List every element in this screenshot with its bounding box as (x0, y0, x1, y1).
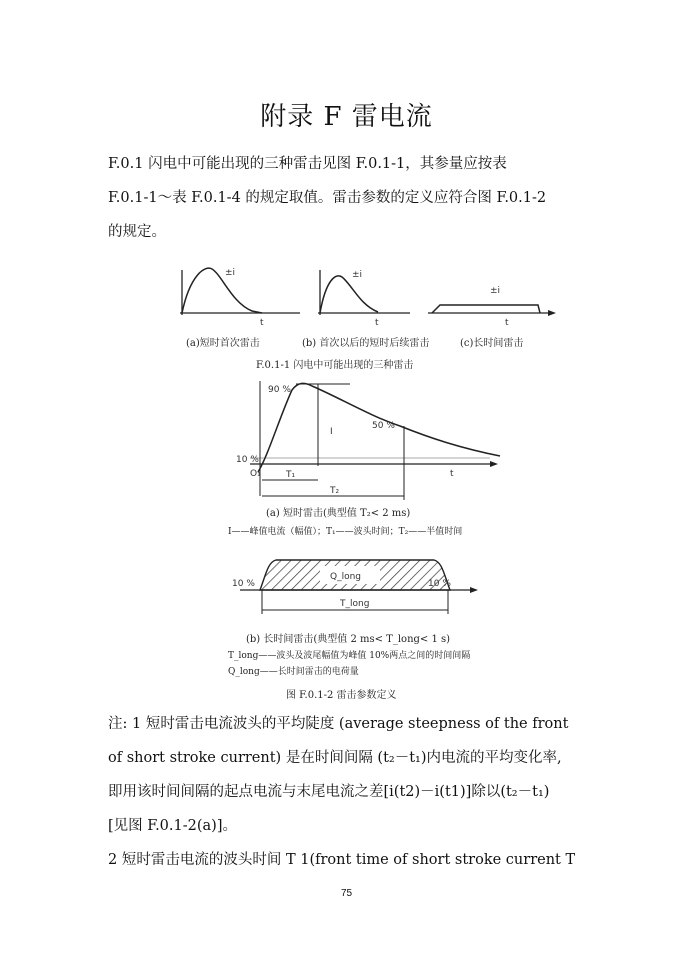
fig1-a-curve-label: ±i (225, 268, 236, 278)
fig1-a-axis-t: t (260, 318, 264, 328)
fig1-panel-b (318, 270, 410, 328)
fig1-c-curve-label: ±i (490, 286, 501, 296)
fig1-c-label: (c)长时间雷击 (460, 338, 524, 349)
intro-line-2: F.0.1-1～表 F.0.1-4 的规定取值。雷击参数的定义应符合图 F.0.1-2 (108, 190, 547, 206)
page-number: 75 (340, 888, 353, 899)
note-line-1: 注: 1 短时雷击电流波头的平均陡度 (average steepness of the front (108, 716, 569, 732)
fig2-o1: O₁ (250, 469, 261, 479)
fig2-b-p10-right: 10 % (428, 579, 451, 589)
figure-f-0-1-2-b (0, 544, 693, 624)
fig2-T2: T₂ (330, 486, 340, 496)
page-title: 附录 F 雷电流 (260, 102, 433, 132)
fig2-a-legend: I——峰值电流（幅值）；T₁——波头时间；T₂——半值时间 (228, 527, 463, 537)
fig1-c-axis-t: t (505, 318, 509, 328)
fig2-b-p10-left: 10 % (232, 579, 255, 589)
fig2-t-long: T_long (340, 599, 370, 609)
fig1-panel-c (428, 286, 556, 328)
fig1-b-curve-label: ±i (352, 270, 363, 280)
note-line-2: of short stroke current) 是在时间间隔 (t₂－t₁)内电流的平均变化率, (108, 750, 562, 766)
note-line-5: 2 短时雷击电流的波头时间 T 1(front time of short stroke current T (108, 852, 576, 868)
fig2-I: I (330, 427, 333, 437)
note-line-4: [见图 F.0.1-2(a)]。 (108, 818, 237, 834)
fig1-panel-a (180, 268, 300, 328)
fig2-p10: 10 % (236, 455, 259, 465)
fig2-t: t (450, 469, 454, 479)
fig2-b-legend-2: Q_long——长时间雷击的电荷量 (228, 667, 359, 677)
fig1-b-axis-t: t (375, 318, 379, 328)
fig2-a-caption: (a) 短时雷击(典型值 T₂< 2 ms) (266, 508, 411, 519)
note-line-3: 即用该时间间隔的起点电流与末尾电流之差[i(t2)－i(t1)]除以(t₂－t₁) (108, 784, 550, 800)
figure-f-0-1-2-a (0, 376, 693, 516)
fig2-b-legend-1: T_long——波头及波尾幅值为峰值 10%两点之间的时间间隔 (228, 651, 471, 661)
fig2-caption: 图 F.0.1-2 雷击参数定义 (286, 690, 397, 701)
intro-line-3: 的规定。 (108, 224, 166, 240)
fig2-p90: 90 % (268, 385, 291, 395)
fig1-b-label: (b) 首次以后的短时后续雷击 (302, 338, 430, 349)
fig1-a-label: (a)短时首次雷击 (186, 338, 260, 349)
intro-line-1: F.0.1 闪电中可能出现的三种雷击见图 F.0.1-1，其参量应按表 (108, 156, 507, 172)
fig2-T1: T₁ (286, 470, 296, 480)
fig2-q-long: Q_long (330, 572, 362, 582)
fig2-b-caption: (b) 长时间雷击(典型值 2 ms< T_long< 1 s) (246, 634, 451, 645)
fig2-p50: 50 % (372, 421, 395, 431)
fig1-caption: F.0.1-1 闪电中可能出现的三种雷击 (256, 360, 414, 371)
